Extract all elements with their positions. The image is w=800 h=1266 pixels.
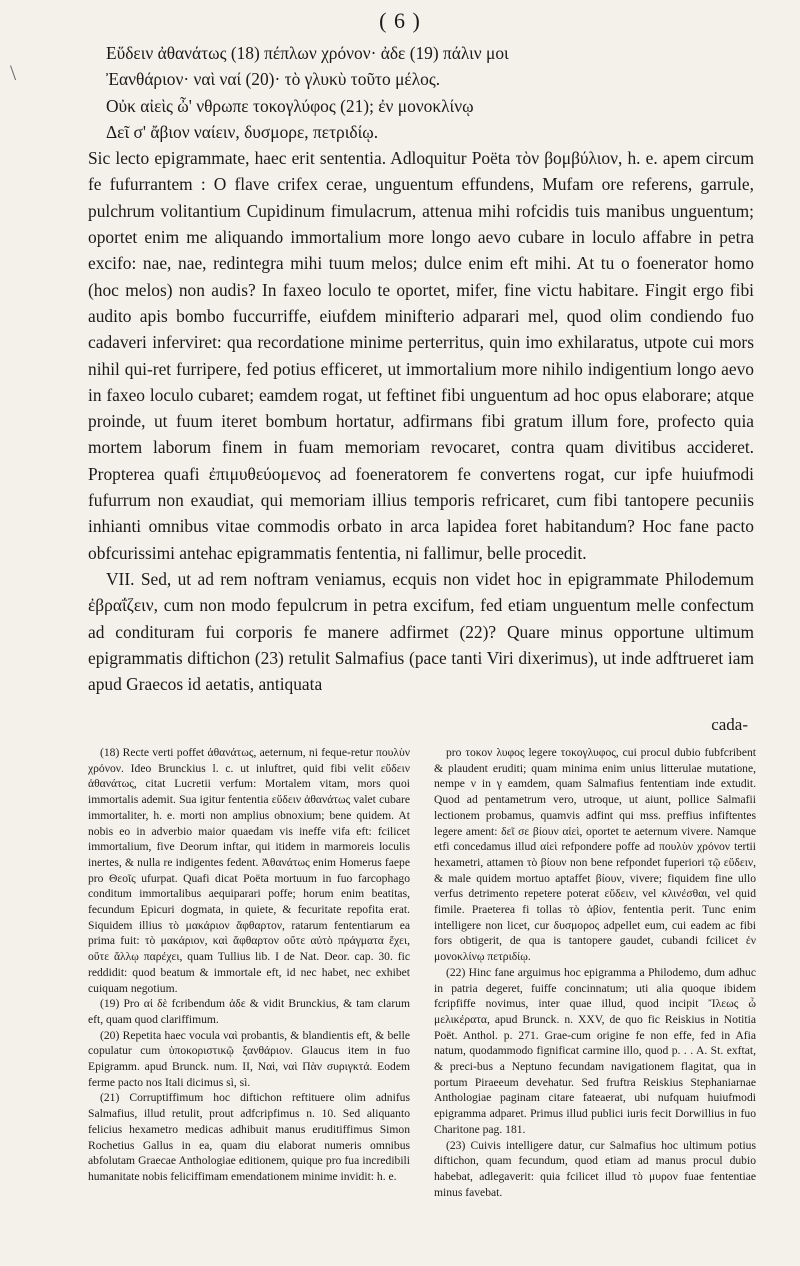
- epigram-line: Εὕδειν ἀθανάτως (18) πέπλων χρόνον· ἀδε (19) πάλιν μοι: [106, 43, 509, 63]
- main-text: [88, 40, 754, 697]
- footnote: (19) Pro αἰ δὲ fcribendum ἀδε & vidit Brunckius, & tam clarum eft, quam quod clariffimum.: [88, 997, 410, 1026]
- footnote: (18) Recte verti poffet ἀθανάτως, aeternum, ni feque-retur πουλὺν χρόνον. Ideo Brunckius l. c. ut inluftret, quid fibi velit εὕδειν ἀθανάτως, citat Lucretii verfum: Mortalem vitam, mors quoi immortalis ademit. Sua igitur fententia εὕδειν ἀθανάτως valet cubare immortaliter, h. e. morti non amplius obnoxium; bene quidem. At nobis eo in adverbio maior quaedam vis ineffe vifa eft: fcilicet immortalium, five Deorum inftar, qui itidem in marmoreis loculis inertes, & nulla re indigentes fedent. Ἀθανάτως enim Homerus faepe pro Θεοῖς ufurpat. Quafi dicat Poëta mortuum in fuo farcophago conditum immortalibus aequiparari poffe; horum enim beatitas, fecundum Epicuri dogmata, in quiete, & fecuritate repofita erat. Siquidem illius τὸ μακάριον ἄφθαρτον, ratarum fententiarum ea prima fuit: τὸ μακάριον, καὶ ἄφθαρτον οὔτε αὐτὸ πράγματα ἔχει, οὔτε ἄλλῳ παρέχει, quam Tullius lib. I de Nat. Deor. cap. 30. fic reddidit: quod beatum & immortale eft, id nec habet, nec exhibet cuiquam negotium.: [88, 746, 410, 995]
- footnotes-left-column: [88, 745, 410, 1200]
- epigram-line: Οὐκ αἰεὶς ὦ' νθρωπε τοκογλύφος (21); ἐν μονοκλίνῳ: [106, 95, 474, 116]
- catchword: cada-: [711, 715, 748, 734]
- footnote: (23) Cuivis intelligere datur, cur Salmafius hoc ultimum potius diftichon, quam fecundum, quod etiam ad manus procul dubio habebat, adlegaverit: quia fcilicet illud τὸ μυρον fuae fententiae minus favebat.: [434, 1138, 756, 1199]
- footnote: (21) Corruptiffimum hoc diftichon reftituere olim adnifus Salmafius, illud retulit, prout adfcripfimus n. 10. Sed aliquanto felicius hexametro medicas adhibuit manus eruditiffimus Simon Rochetius Gallus in ea, quam diu elaborat numeris omnibus abfolutam Graecae Anthologiae editionem, quique pro fua incredibili humanitate nobis feliciffimam emendationem minime invidit: h. e.: [88, 1091, 410, 1183]
- epigram-line: Δεῖ σ' ἄβιον ναίειν, δυσμορε, πετριδίῳ.: [106, 121, 379, 142]
- body-paragraph: Sic lecto epigrammate, haec erit sententia. Adloquitur Poëta τὸν βομβύλιον, h. e. apem circum fe fufurrantem : O flave crifex cerae, unguentum effundens, Mufam ore referens, garrule, pulchrum volitantium Cupidinum fimulacrum, attenua mihi rofcidis tuis manibus unguentum; oportet enim me aliquando immortalium more longo aevo cubare in loculo affabre in petra excifo: nae, nae, redintegra mihi tuum melos; dulce enim eft mihi. At tu o foenerator homo (hoc melos) non audis? In faxeo loculo te oportet, mifer, fine victu habitare. Fingit ergo fibi audito apis bombo fuccurriffe, eiufdem minifterio adparari mel, quod olim condiendo fuo cadaveri inferviret: qua recordatione minime perterritus, quin imo exhilaratus, utpote cui mors nihil qui-ret furripere, fed potius efficeret, ut immortalium more nihilo indigentium longo aevo in faxeo loculo cubaret; eamdem rogat, ut feftinet fibi unguentum ad hoc opus elaborare; atque proinde, ut fuum iteret bombum hortatur, adfirmans fibi gratum illum fore, profecto quia mortem laborum finem in fuam memoriam revocaret, contra quam divitibus accideret. Propterea quafi ἐπιμυθεύομενος ad foeneratorem fe convertens rogat, cur ipfe huiufmodi fufurrum non exaudiat, qui memoriam illius temporis refricaret, cum fibi tantopere pecuniis inhianti omnibus vitae commodis orbato in arca lapidea foret habitandum? Hoc fane pacto obfcurissimi antehac epigrammatis fententia, ni fallimur, belle procedit.: [88, 148, 754, 563]
- page-number: ( 6 ): [379, 8, 421, 33]
- epigram-line: Ἐανθάριον· ναὶ ναί (20)· τὸ γλυκὺ τοῦτο μέλος.: [106, 69, 441, 90]
- footnote: pro τοκον λυφος legere τοκογλυφος, cui procul dubio fubfcribent & plaudent eruditi; quam minima enim unius litterulae mutatione, nempe ν in γ eamdem, quam Salmafius fententiam inde extudit. Quod ad pentametrum vero, utroque, ut aiunt, pollice Salmafii lectionem probamus, quamvis adfint qui mss. preffius infiftentes legere ament: δεῖ σε βίουν αἰεὶ, oportet te aeternum vivere. Namque etfi concedamus illud αἰεὶ refpondere poffe ad πουλὺν χρόνον tertii hexametri, attamen τὸ βίουν non bene refpondet fuperiori τῷ εὕδειν, & male quidem mortuo aptaffet βίουν, vivere; fiquidem fine ullo verfus detrimento repetere poterat εὕδειν, vel κλινέσθαι, vel quid fimile. Praeterea fi tollas τὸ ἀβίον, fententia perit. Tunc enim intelligere non licet, cur δυσμορος adpellet eum, cui eadem ac fibi fors obtigerit, de qua is tantopere gaudet, cubandi fcilicet ἐν μονοκλίνῳ πετριδίῳ.: [434, 746, 756, 964]
- footnotes: [88, 745, 756, 1200]
- footnote: (22) Hinc fane arguimus hoc epigramma a Philodemo, dum adhuc in patria degeret, fuiffe concinnatum; uti alia quoque ibidem fcripfiffe novimus, inter quae illud, quod incipit Ἴλεως ὦ μελικέρατα, apud Brunck. n. XXV, de quo fic Reiskius in Notitia Poët. Anthol. p. 271. Grae-cum origine fe non effe, fed in Afia natum, quodammodo fignificat carmine illo, quod p. . . A. St. exftat, & preci-bus a Neptuno fecundam navigationem flagitat, qua in portum Piraeeum devehatur. Sed fruftra Reiskius Stephaniarnae Anthologiae paginam citare fateaerat, ubi nufquam huiufmodi epigramma adparet. Primus illud publici iuris fecit Dorwillius in fuo Charitone pag. 181.: [434, 965, 756, 1136]
- footnotes-right-column: [434, 745, 756, 1200]
- footnote: (20) Repetita haec vocula ναὶ probantis, & blandientis eft, & belle copulatur cum ὑποκοριστικῷ ξανθάριον. Glaucus item in fuo Epigramm. apud Brunck. num. II, Ναὶ, ναὶ Πὰν συριγκτά. Eodem ferme pacto nos Itali dicimus sì, sì.: [88, 1028, 410, 1089]
- margin-mark: \: [10, 60, 17, 85]
- body-paragraph: VII. Sed, ut ad rem noftram veniamus, ecquis non videt hoc in epigrammate Philodemum ἐβραΐζειν, cum non modo fepulcrum in petra excifum, fed etiam unguentum melle confectum ad condituram fui corporis fe manere adfirmet (22)? Quare minus opportune ultimum epigrammatis diftichon (23) retulit Salmafius (pace tanti Viri dixerimus), ut inde adftrueret iam apud Graecos id aetatis, antiquata: [88, 568, 754, 695]
